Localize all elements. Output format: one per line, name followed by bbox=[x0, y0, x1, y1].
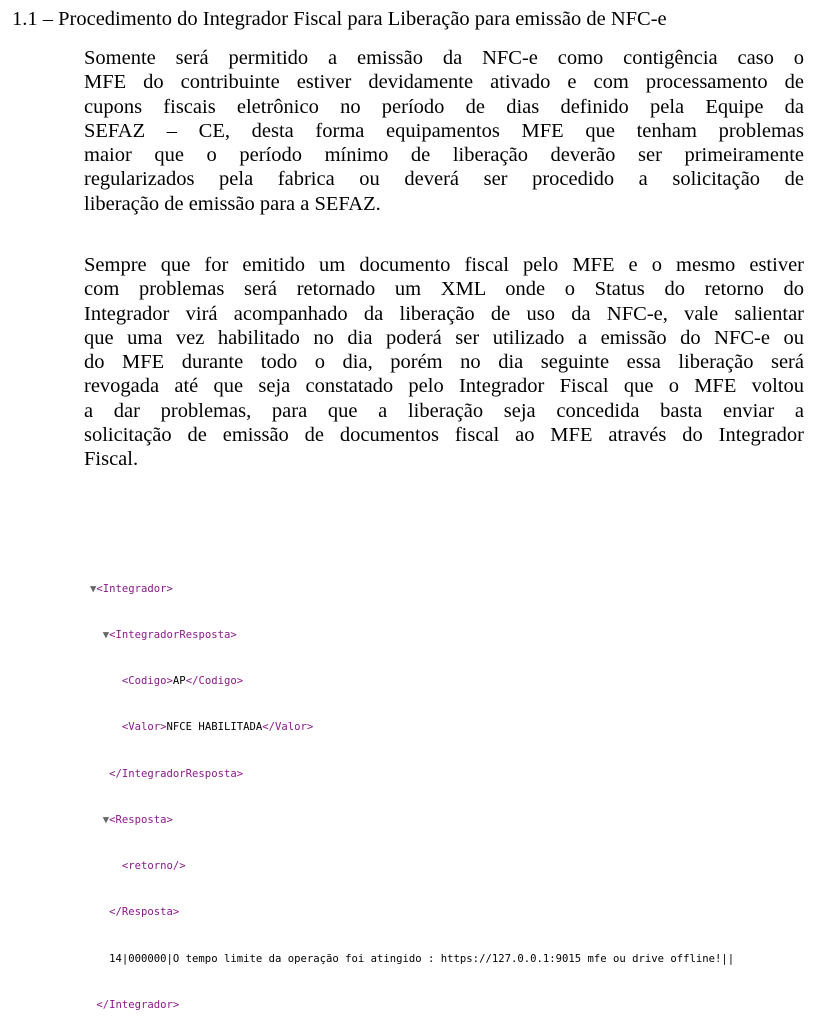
paragraph-2 bbox=[84, 253, 804, 472]
xml-code-viewer bbox=[90, 551, 734, 1029]
xml-row-retorno bbox=[90, 859, 734, 874]
paragraph-line: MFE do contribuinte estiver devidamente ativado e com processamento de bbox=[84, 71, 804, 94]
paragraph-line: cupons fiscais eletrônico no período de dias definido pela Equipe da bbox=[84, 95, 804, 118]
collapse-toggle-icon[interactable]: ▼ bbox=[90, 582, 97, 595]
paragraph-line: SEFAZ – CE, desta forma equipamentos MFE que tenham problemas bbox=[84, 119, 804, 142]
xml-tag: <IntegradorResposta> bbox=[109, 629, 237, 642]
xml-row-integrador-close bbox=[90, 998, 734, 1013]
xml-text-content: 14|000000|O tempo limite da operação foi atingido : https://127.0.0.1:9015 mfe ou drive offline!|| bbox=[109, 952, 735, 965]
collapse-toggle-icon[interactable]: ▼ bbox=[102, 813, 110, 826]
paragraph-line: com problemas será retornado um XML onde o Status do retorno do bbox=[84, 278, 804, 301]
xml-tag: <Codigo> bbox=[121, 675, 173, 688]
xml-tag: <retorno/> bbox=[121, 860, 186, 873]
xml-tag: <Integrador> bbox=[96, 582, 173, 595]
xml-tag: <Valor> bbox=[121, 721, 167, 734]
section-heading: 1.1 – Procedimento do Integrador Fiscal para Liberação para emissão de NFC-e bbox=[12, 8, 667, 30]
xml-row-integrador-resposta-open bbox=[90, 628, 734, 643]
paragraph-line: Somente será permitido a emissão da NFC-e como contigência caso o bbox=[84, 47, 804, 69]
paragraph-line: revogada até que seja constatado pelo Integrador Fiscal que o MFE voltou bbox=[84, 375, 804, 398]
xml-tag: <Resposta> bbox=[109, 813, 173, 826]
xml-value: NFCE HABILITADA bbox=[166, 721, 263, 734]
xml-row-resposta-open bbox=[90, 813, 734, 828]
xml-row-resposta-close bbox=[90, 905, 734, 920]
paragraph-line: Fiscal. bbox=[84, 448, 139, 471]
xml-value: AP bbox=[172, 675, 186, 688]
paragraph-line: maior que o período mínimo de liberação deverão ser primeiramente bbox=[84, 144, 804, 167]
paragraph-line: do MFE durante todo o dia, porém no dia seguinte essa liberação será bbox=[84, 351, 804, 374]
xml-row-integrador-resposta-close bbox=[90, 767, 734, 782]
paragraph-line: liberação de emissão para a SEFAZ. bbox=[84, 192, 381, 215]
paragraph-line: Sempre que for emitido um documento fiscal pelo MFE e o mesmo estiver bbox=[84, 254, 804, 276]
paragraph-line: solicitação de emissão de documentos fiscal ao MFE através do Integrador bbox=[84, 424, 804, 447]
xml-tag: </Resposta> bbox=[109, 906, 180, 919]
paragraph-line: que uma vez habilitado no dia poderá ser utilizado a emissão do NFC-e ou bbox=[84, 326, 804, 349]
paragraph-line: a dar problemas, para que a liberação seja concedida basta enviar a bbox=[84, 399, 804, 422]
xml-tag: </Integrador> bbox=[96, 998, 180, 1011]
xml-row-codigo bbox=[90, 674, 734, 689]
xml-tag: </Codigo> bbox=[185, 675, 244, 688]
collapse-toggle-icon[interactable]: ▼ bbox=[102, 629, 110, 642]
paragraph-line: Integrador virá acompanhado da liberação de uso da NFC-e, vale salientar bbox=[84, 302, 804, 325]
xml-row-integrador-open bbox=[90, 582, 734, 597]
paragraph-1 bbox=[84, 46, 804, 216]
xml-tag: </IntegradorResposta> bbox=[109, 767, 244, 780]
paragraph-line: regularizados pela fabrica ou deverá ser procedido a solicitação de bbox=[84, 168, 804, 191]
xml-row-status-text bbox=[90, 952, 734, 967]
xml-tag: </Valor> bbox=[262, 721, 314, 734]
xml-row-valor bbox=[90, 720, 734, 735]
